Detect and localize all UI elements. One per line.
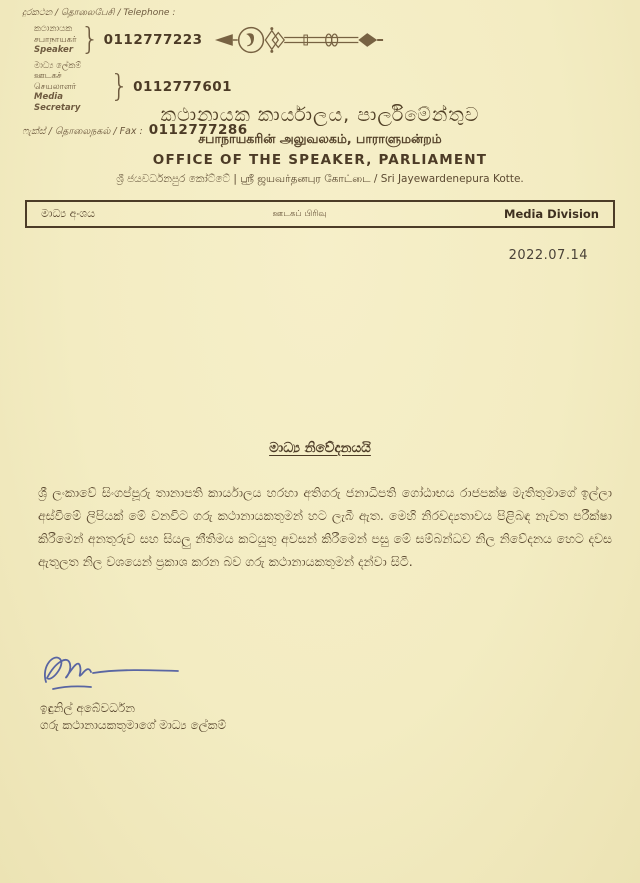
division-label-tamil: ஊடகப் பிரிவு (272, 208, 327, 219)
speaker-labels (34, 24, 77, 56)
media-secretary-label-ta: ஊடகச் செயலாளர் (34, 71, 77, 92)
parliament-mace-icon (212, 16, 390, 64)
office-title-sinhala: කථානායක කාර්යාලය, පාර්ලිමේන්තුව (160, 104, 480, 126)
telephone-label: දුරකථන / தொலைபேசி / Telephone : (22, 8, 176, 18)
letter-body-paragraph: ශ්‍රී ලංකාවේ සිංගප්පූරු තානාපති කාර්යාලය හරහා අතිගරු ජනාධිපති ගෝඨාභය රාජපක්ෂ මැතිතුමාගේ ඉල්ලා අස්වීමේ ලිපියක් මේ වනවිට ගරු කථානායකතුමන් හට ලැබී ඇත. මෙහි නිරවද්‍යතාවය පිළිබඳ නැවත පරීක්ෂා කිරීමෙන් අනතුරුව සහ සියලු නීතිමය කටයුතු අවසන් කිරීමෙන් පසු මේ සම්බන්ධව නිල නිවේදනය හෙට දවස ඇතුලත නිල වශයෙන් ප්‍රකාශ කරන බව ගරු කථානායකතුමන් දන්වා සිටී. (38, 485, 612, 569)
media-secretary-label-en: Media Secretary (34, 92, 81, 113)
letterhead-title-block (0, 104, 640, 186)
fax-number: 0112777286 (148, 122, 248, 138)
speaker-contact-group (34, 21, 232, 57)
media-release-heading: මාධ්‍ය නිවේදනයයි (269, 440, 371, 456)
speaker-label-en: Speaker (34, 45, 74, 55)
fax-label: ෆැක්ස් / தொலைநகல் / Fax : (22, 126, 143, 137)
office-address: ශ්‍රී ජයවර්ධනපුර කෝට්ටේ | ஸ்ரீ ஜயவர்தனபுர கோட்டை / Sri Jayewardenepura Kotte. (116, 173, 524, 185)
office-title-english: OFFICE OF THE SPEAKER, PARLIAMENT (152, 152, 488, 168)
handwritten-signature (36, 648, 196, 700)
speaker-label-si: කථානායක (34, 24, 73, 34)
speaker-label-ta: சபாநாயகர் (34, 34, 77, 45)
signatory-title: ගරු කථානායකතුමාගේ මාධ්‍ය ලේකම් (40, 718, 227, 732)
brace-glyph: } (80, 21, 100, 57)
brace-glyph: } (109, 68, 130, 104)
division-label-english: Media Division (504, 207, 599, 221)
media-secretary-phone-number: 0112777601 (133, 78, 232, 95)
division-label-sinhala: මාධ්‍ය අංශය (41, 207, 95, 220)
media-division-bar (25, 200, 615, 228)
signatory-name: ඉඳුනිල් අබේවර්ධන (40, 701, 136, 715)
letter-date: 2022.07.14 (508, 248, 588, 263)
media-secretary-label-si: මාධ්‍ය ලේකම් (34, 60, 82, 71)
office-title-tamil: சபாநாயகரின் அலுவலகம், பாராளுமன்றம் (198, 131, 442, 146)
speaker-phone-number: 0112777223 (103, 31, 203, 48)
